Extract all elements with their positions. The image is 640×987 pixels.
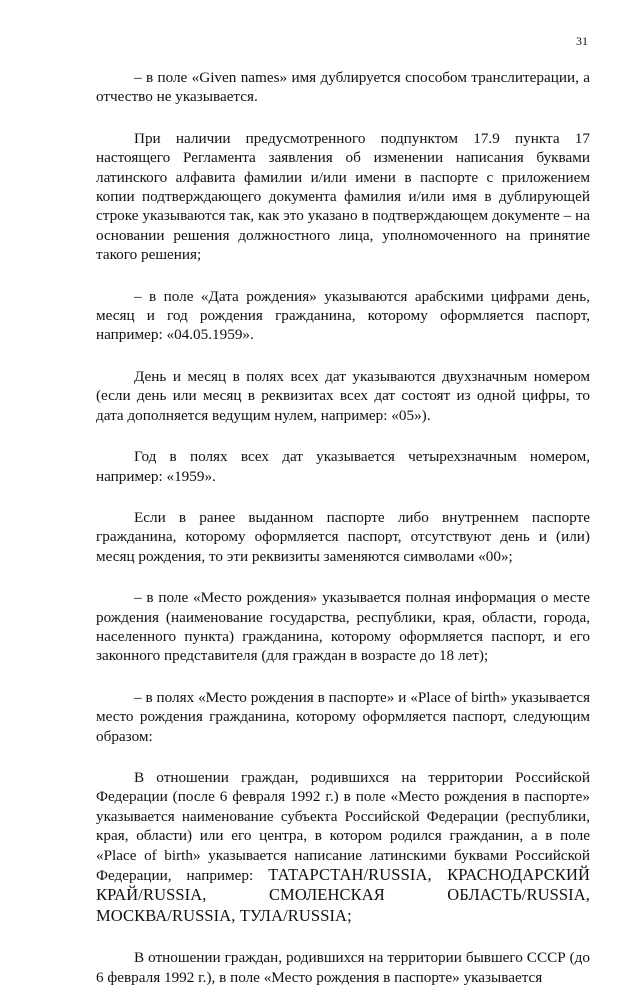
paragraph-missing-day-month: Если в ранее выданном паспорте либо внутреннем паспорте гражданина, которому оформляется паспорт, отсутствуют день и (или) месяц рождения, то эти реквизиты заменяются символами «00»; <box>96 508 590 565</box>
document-body <box>96 68 590 987</box>
paragraph-day-month-format: День и месяц в полях всех дат указываются двухзначным номером (если день или месяц в реквизитах всех дат состоят из одной цифры, то дата дополняется ведущим нулем, например: «05»). <box>96 367 590 424</box>
paragraph-date-of-birth: – в поле «Дата рождения» указываются арабскими цифрами день, месяц и год рождения гражданина, которому оформляется паспорт, например: «04.05.1959». <box>96 287 590 344</box>
paragraph-russian-federation-births <box>96 768 590 926</box>
paragraph-year-format: Год в полях всех дат указывается четырехзначным номером, например: «1959». <box>96 448 590 485</box>
page-number: 31 <box>576 34 588 48</box>
paragraph-given-names: – в поле «Given names» имя дублируется способом транслитерации, а отчество не указывается. <box>96 69 590 106</box>
paragraph-former-ussr-births: В отношении граждан, родившихся на территории бывшего СССР (до 6 февраля 1992 г.), в поле «Место рождения в паспорте» указывается <box>96 949 590 986</box>
paragraph-latin-spelling-change: При наличии предусмотренного подпунктом 17.9 пункта 17 настоящего Регламента заявления об изменении написания буквами латинского алфавита фамилии и/или имени в паспорте с приложением копии подтверждающего документа фамилия и/или имя в дублирующей строке указываются так, как это указано в подтверждающем документе – на основании решения должностного лица, уполномоченного на принятие такого решения; <box>96 129 590 264</box>
paragraph-place-of-birth: – в поле «Место рождения» указывается полная информация о месте рождения (наименование государства, республики, края, области, города, населенного пункта) гражданина, которому оформляется паспорт, и его законного представителя (для граждан в возрасте до 18 лет); <box>96 589 590 665</box>
paragraph-russian-federation-text: В отношении граждан, родившихся на территории Российской Федерации (после 6 февраля 1992 г.) в поле «Место рождения в паспорте» указывается наименование субъекта Российской Федерации (республики, края, области) или его центра, в котором родился гражданин, а в поле «Place of birth» указывается написание латинскими буквами Российской Федерации, например: <box>96 768 590 884</box>
paragraph-place-of-birth-passport: – в полях «Место рождения в паспорте» и «Place of birth» указывается место рождения гражданина, которому оформляется паспорт, следующим образом: <box>96 688 590 745</box>
place-of-birth-examples: ТАТАРСТАН/RUSSIA, КРАСНОДАРСКИЙ КРАЙ/RUSSIA, СМОЛЕНСКАЯ ОБЛАСТЬ/RUSSIA, МОСКВА/RUSSIA, ТУЛА/RUSSIA; <box>96 865 590 925</box>
